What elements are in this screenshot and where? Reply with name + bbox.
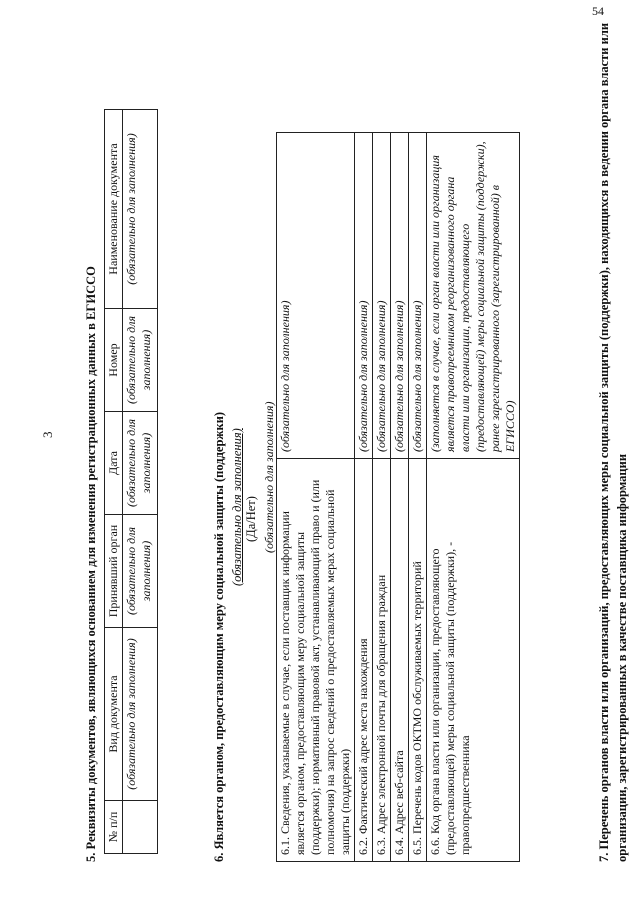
table-cell: (обязательно для заполнения)	[123, 628, 158, 801]
table-row	[409, 133, 427, 862]
row-label: 6.3. Адрес электронной почты для обращения граждан	[373, 459, 391, 862]
table-cell: (обязательно для заполнения)	[123, 412, 158, 515]
yes-no-field: (Да/Нет)	[244, 496, 258, 542]
table-cell: (обязательно для заполнения)	[123, 515, 158, 628]
column-header-issuing-body: Принявший орган	[105, 515, 123, 628]
scan-page-number: 54	[592, 4, 604, 18]
rotated-document-sheet	[40, 2, 640, 862]
table-row	[427, 133, 520, 862]
column-header-number: № п/п	[105, 801, 123, 854]
row-label: 6.5. Перечень кодов ОКТМО обслуживаемых территорий	[409, 459, 427, 862]
table-row	[391, 133, 409, 862]
table-header-row	[105, 110, 123, 854]
row-label: 6.1. Сведения, указываемые в случае, если поставщик информации является органом, предоставляющим меру социальной защиты (поддержки); нормативный правовой акт, устанавливающий право и (или полномочия) на запрос сведений о предоставляемых мерах социальной защиты (поддержки)	[277, 459, 355, 862]
section5-title: 5. Реквизиты документов, являющихся основанием для изменения регистрационных данных в ЕГИССО	[84, 266, 98, 862]
row-label: 6.4. Адрес веб-сайта	[391, 459, 409, 862]
row-value: (обязательно для заполнения)	[355, 133, 373, 459]
table-row	[355, 133, 373, 862]
row-value: (обязательно для заполнения)	[409, 133, 427, 459]
table-cell	[123, 801, 158, 854]
column-header-date: Дата	[105, 412, 123, 515]
column-header-doc-type: Вид документа	[105, 628, 123, 801]
section6-table	[276, 132, 520, 862]
table-row	[373, 133, 391, 862]
section6-hint-bottom: (обязательно для заполнения)	[262, 401, 276, 553]
row-value: (обязательно для заполнения)	[373, 133, 391, 459]
row-label: 6.6. Код органа власти или организации, предоставляющего (предоставляющей) меры социальной защиты (поддержки), - правопредшественника	[427, 459, 520, 862]
section7-title: 7. Перечень органов власти или организаций, предоставляющих меры социальной защиты (поддержки), находящихся в ведении органа власти или организации, зарегистрированных в качестве поставщика информации	[597, 22, 629, 862]
column-header-number-doc: Номер	[105, 309, 123, 412]
section6-title: 6. Является органом, предоставляющим меру социальной защиты (поддержки)	[212, 411, 226, 862]
page-number: 3	[40, 431, 55, 438]
row-value: (заполняется в случае, если орган власти или организация является правопреемником реорганизованного органа власти или организации, предоставляющего (предоставляющей) меры социальной защиты (поддержки), ранее зарегистрированного (зарегистрированной) в ЕГИССО)	[427, 133, 520, 459]
row-label: 6.2. Фактический адрес места нахождения	[355, 459, 373, 862]
table-row	[277, 133, 355, 862]
table-cell: (обязательно для заполнения)	[123, 110, 158, 309]
row-value: (обязательно для заполнения)	[391, 133, 409, 459]
section5-table	[104, 109, 158, 854]
column-header-doc-name: Наименование документа	[105, 110, 123, 309]
section6-hint-top: (обязательно для заполнения)	[230, 428, 244, 586]
table-cell: (обязательно для заполнения)	[123, 309, 158, 412]
table-row	[123, 110, 158, 854]
row-value: (обязательно для заполнения)	[277, 133, 355, 459]
